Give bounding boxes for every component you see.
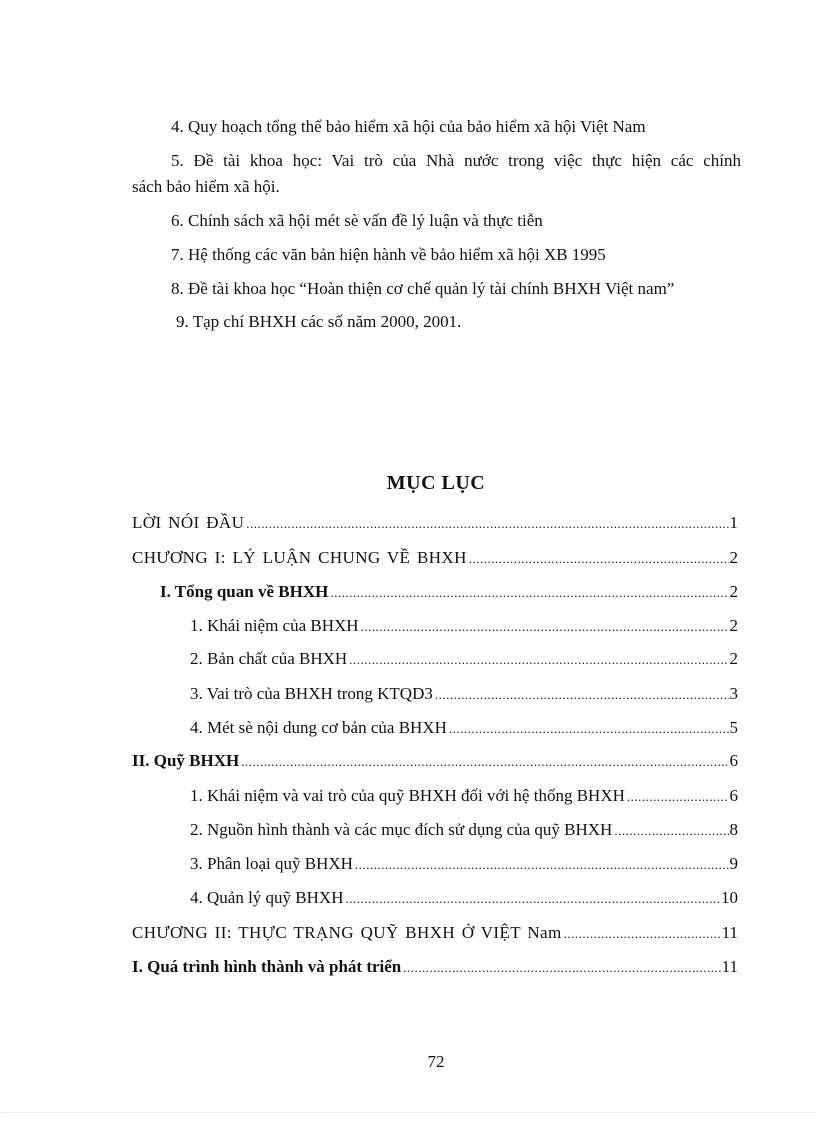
toc-entry-label: 3. Phân loại quỹ BHXH [190, 854, 353, 873]
toc-entry[interactable] [190, 616, 738, 637]
reference-item-4: 4. Quy hoạch tổng thể bảo hiểm xã hội của bảo hiểm xã hội Việt Nam [171, 117, 646, 136]
toc-entry-page: 8 [729, 820, 738, 839]
toc-leader-dots [469, 549, 729, 569]
toc-entry[interactable] [132, 751, 738, 772]
toc-entry[interactable] [190, 820, 738, 841]
toc-entry-label: 1. Khái niệm và vai trò của quỹ BHXH đối với hệ thống BHXH [190, 786, 625, 805]
toc-entry[interactable] [190, 684, 738, 705]
toc-leader-dots [403, 958, 720, 978]
reference-item-6: 6. Chính sách xã hội mét sè vấn đề lý luận và thực tiễn [171, 211, 543, 230]
toc-leader-dots [345, 889, 720, 909]
toc-entry-page: 9 [729, 854, 738, 873]
toc-leader-dots [361, 617, 729, 637]
toc-entry-label: II. Quỹ BHXH [132, 751, 240, 770]
toc-entry-label: 3. Vai trò của BHXH trong KTQD3 [190, 684, 433, 703]
toc-entry[interactable] [160, 582, 738, 603]
reference-item-5-continued: sách bảo hiểm xã hội. [132, 177, 280, 196]
toc-entry-page: 11 [721, 923, 738, 942]
toc-entry-page: 2 [729, 548, 738, 567]
toc-leader-dots [435, 685, 729, 705]
toc-entry-label: 1. Khái niệm của BHXH [190, 616, 359, 635]
toc-entry-page: 6 [729, 786, 738, 805]
toc-entry-page: 3 [729, 684, 738, 703]
reference-item-7: 7. Hệ thống các văn bản hiện hành về bảo hiểm xã hội XB 1995 [171, 245, 606, 264]
toc-entry-label: I. Quá trình hình thành và phát triển [132, 957, 402, 976]
toc-entry[interactable] [190, 718, 738, 739]
toc-entry-page: 2 [729, 582, 738, 601]
toc-entry[interactable] [190, 854, 738, 875]
toc-entry[interactable] [190, 649, 738, 670]
page-number: 72 [427, 1052, 445, 1071]
toc-leader-dots [355, 855, 729, 875]
reference-item-8: 8. Đề tài khoa học “Hoàn thiện cơ chế quản lý tài chính BHXH Việt nam” [171, 279, 675, 298]
toc-entry[interactable] [132, 957, 738, 978]
toc-leader-dots [246, 514, 728, 534]
toc-entry-page: 6 [729, 751, 738, 770]
toc-entry[interactable] [190, 786, 738, 807]
toc-leader-dots [564, 924, 721, 944]
toc-entry-page: 11 [721, 957, 738, 976]
reference-item-9: 9. Tạp chí BHXH các số năm 2000, 2001. [176, 312, 462, 331]
reference-item-5: 5. Đề tài khoa học: Vai trò của Nhà nước trong việc thực hiện các chính [171, 151, 741, 170]
toc-title: MỤC LỤC [386, 472, 486, 494]
toc-entry-label: 2. Bản chất của BHXH [190, 649, 348, 668]
toc-leader-dots [627, 787, 729, 807]
toc-entry-label: I. Tổng quan về BHXH [160, 582, 329, 601]
toc-leader-dots [449, 719, 729, 739]
toc-entry-label: CHƯƠNG II: THỰC TRẠNG QUỸ BHXH Ở VIỆT Nam [132, 923, 562, 942]
toc-entry-page: 2 [729, 649, 738, 668]
toc-entry[interactable] [132, 548, 738, 569]
toc-leader-dots [349, 650, 728, 670]
toc-leader-dots [241, 752, 728, 772]
toc-entry-page: 1 [729, 513, 738, 532]
toc-entry[interactable] [132, 923, 738, 944]
toc-entry-label: LỜI NÓI ĐẦU [132, 513, 245, 532]
toc-entry-label: 4. Quản lý quỹ BHXH [190, 888, 344, 907]
toc-entry-label: 2. Nguồn hình thành và các mục đích sử dụng của quỹ BHXH [190, 820, 613, 839]
page-edge-divider [0, 1112, 816, 1113]
toc-entry-page: 2 [729, 616, 738, 635]
toc-leader-dots [330, 583, 728, 603]
toc-entry-label: 4. Mét sè nội dung cơ bản của BHXH [190, 718, 447, 737]
toc-entry-label: CHƯƠNG I: LÝ LUẬN CHUNG VỀ BHXH [132, 548, 467, 567]
toc-entry[interactable] [190, 888, 738, 909]
toc-entry-page: 5 [729, 718, 738, 737]
toc-leader-dots [614, 821, 728, 841]
toc-entry-page: 10 [721, 888, 738, 907]
toc-entry[interactable] [132, 513, 738, 534]
